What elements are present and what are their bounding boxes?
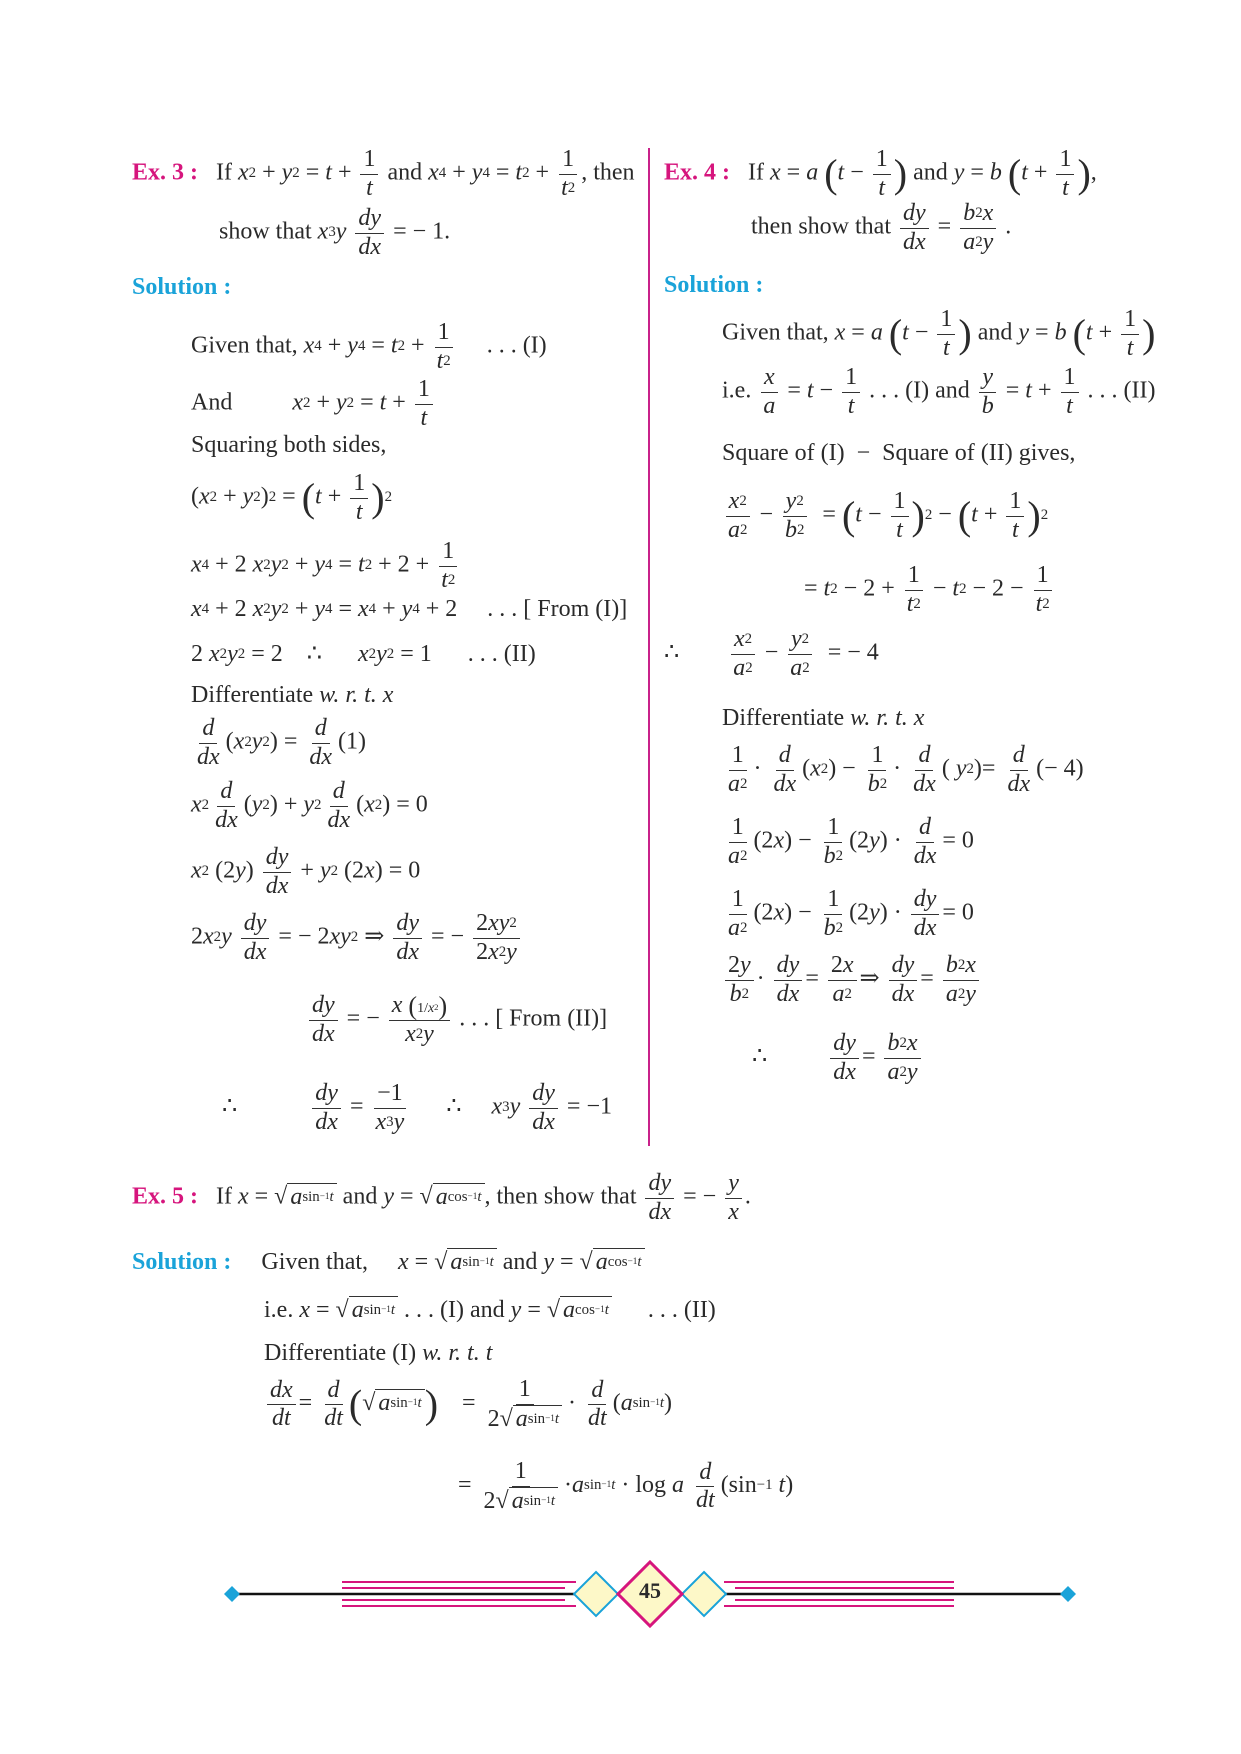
ex4-solution-label: Solution : — [664, 272, 764, 298]
ex5-solution-label: Solution : — [132, 1249, 232, 1275]
ex4-statement: Ex. 4 : If x = a (t − $\frac{1}{t}$ ) and y = b (t + $\frac{1}{t}$ ), — [664, 146, 1097, 201]
left-diamond-icon — [224, 1586, 240, 1602]
right-diamond-icon — [1060, 1586, 1076, 1602]
ex3-statement: Ex. 3 : If $x^2 + y^2 = t$ + $\frac{1}{t}$ and $x^4 + y^4 = t^2$ + $\frac{1}{t^2}$ , then — [132, 146, 635, 201]
column-divider — [648, 148, 650, 1146]
ex5-label: Ex. 5 : — [132, 1183, 198, 1210]
ex3-solution-label: Solution : — [132, 274, 232, 300]
page-number: 45 — [639, 1578, 661, 1603]
ex4-label: Ex. 4 : — [664, 159, 730, 186]
ex3-label: Ex. 3 : — [132, 159, 198, 186]
ex5-statement: Ex. 5 : If x = √ $a^{sin^{-1}t}$ and y = √ $a^{cos^{-1}t}$ , then show that $\frac{dy}{dx}$ = − $\frac{y}{x}$ . — [132, 1170, 751, 1225]
